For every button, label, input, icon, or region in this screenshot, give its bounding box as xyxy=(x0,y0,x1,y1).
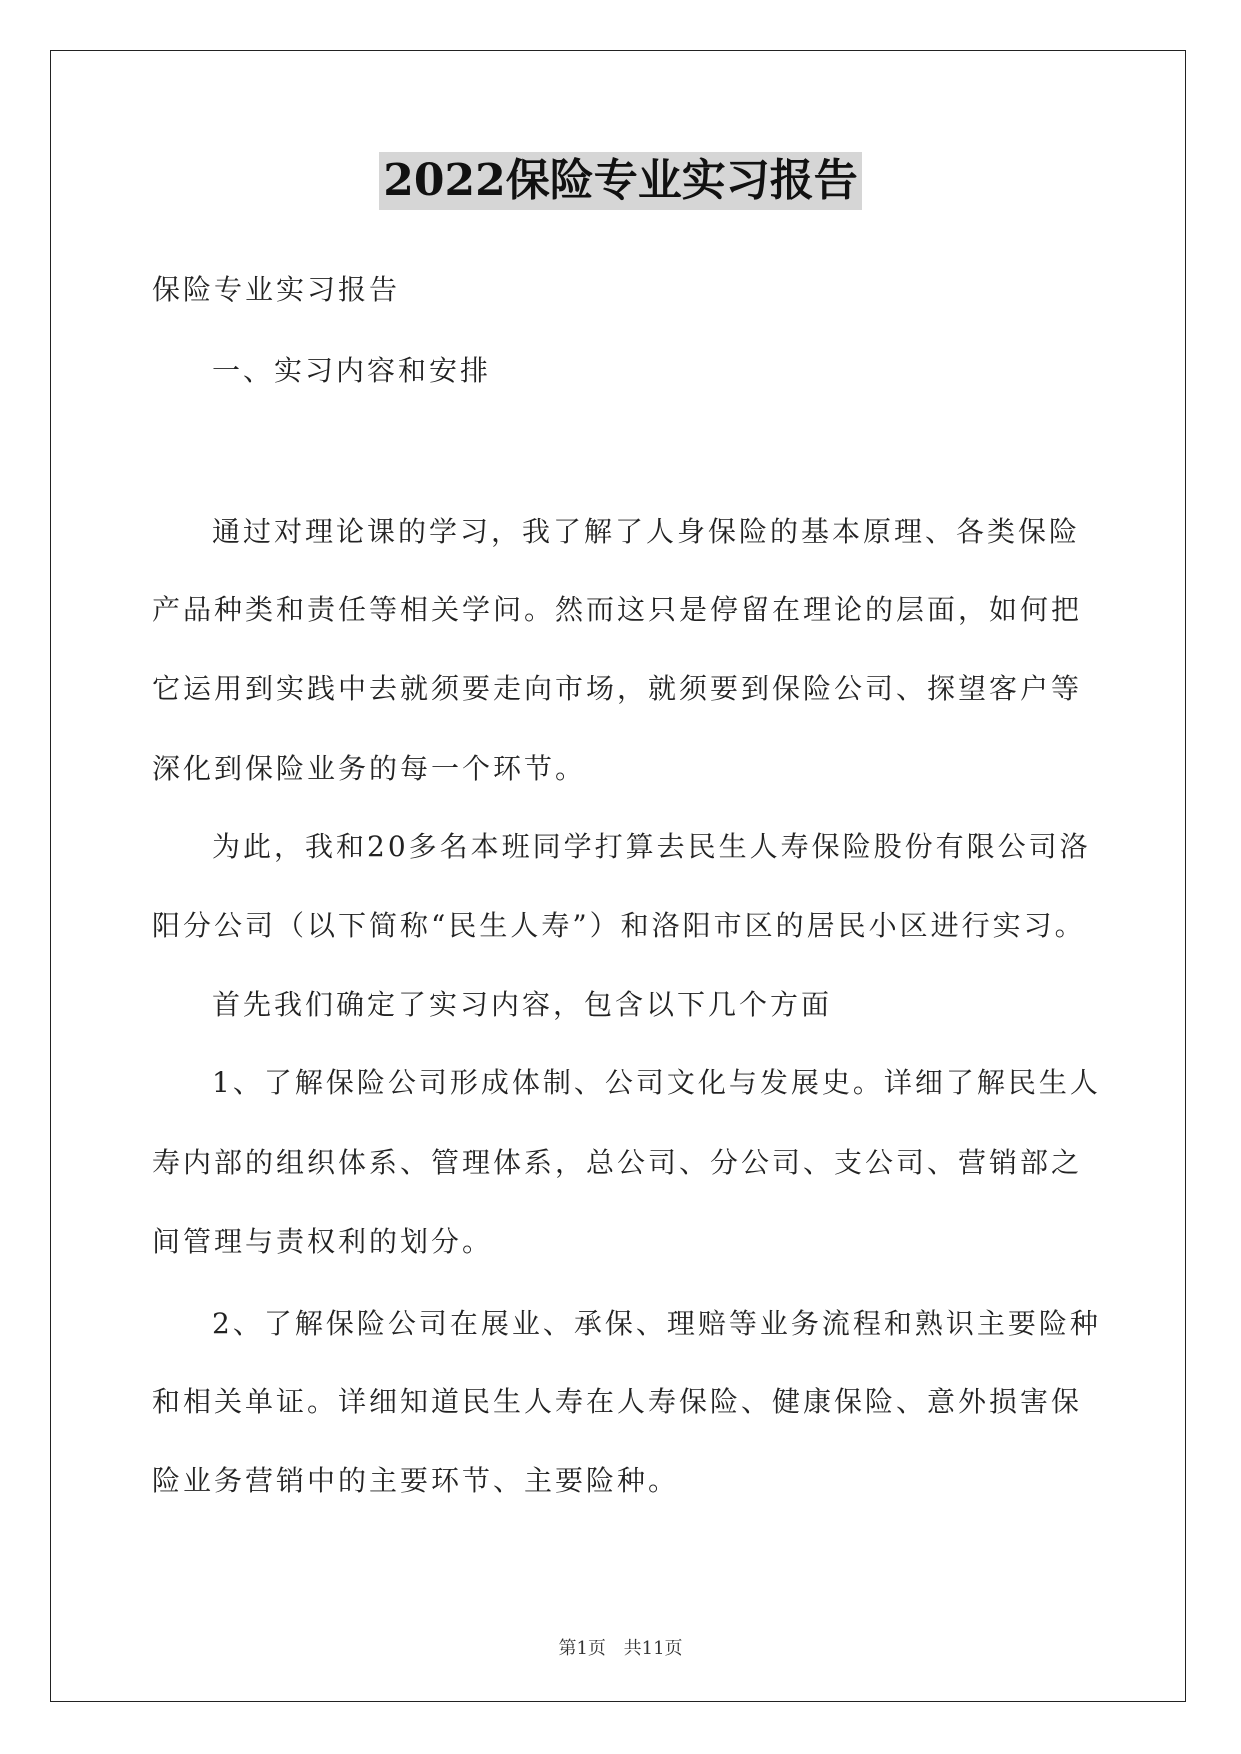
page-footer xyxy=(0,1634,1241,1660)
subtitle: 保险专业实习报告 xyxy=(152,273,401,306)
paragraph-line: 通过对理论课的学习，我了解了人身保险的基本原理、各类保险 xyxy=(212,515,1081,548)
document-title-wrap xyxy=(0,152,1241,210)
paragraph-line: 产品种类和责任等相关学问。然而这只是停留在理论的层面，如何把 xyxy=(152,593,1083,626)
paragraph-line: 它运用到实践中去就须要走向市场，就须要到保险公司、探望客户等 xyxy=(152,672,1083,705)
paragraph-line: 首先我们确定了实习内容，包含以下几个方面 xyxy=(212,988,833,1021)
list-item-line: 1、了解保险公司形成体制、公司文化与发展史。详细了解民生人 xyxy=(212,1066,1101,1099)
document-title: 2022保险专业实习报告 xyxy=(379,152,861,210)
page-total: 共11页 xyxy=(623,1638,683,1659)
paragraph-line: 为此，我和20多名本班同学打算去民生人寿保险股份有限公司洛 xyxy=(212,830,1091,863)
section-heading: 一、实习内容和安排 xyxy=(212,354,492,387)
list-item-line: 险业务营销中的主要环节、主要险种。 xyxy=(152,1464,680,1497)
paragraph-line: 深化到保险业务的每一个环节。 xyxy=(152,752,587,785)
list-item-line: 间管理与责权利的划分。 xyxy=(152,1225,494,1258)
list-item-line: 寿内部的组织体系、管理体系，总公司、分公司、支公司、营销部之 xyxy=(152,1146,1083,1179)
paragraph-line: 阳分公司（以下简称“民生人寿”）和洛阳市区的居民小区进行实习。 xyxy=(152,909,1086,942)
list-item-line: 2、了解保险公司在展业、承保、理赔等业务流程和熟识主要险种 xyxy=(212,1307,1101,1340)
page-number: 第1页 xyxy=(558,1638,606,1659)
list-item-line: 和相关单证。详细知道民生人寿在人寿保险、健康保险、意外损害保 xyxy=(152,1385,1083,1418)
